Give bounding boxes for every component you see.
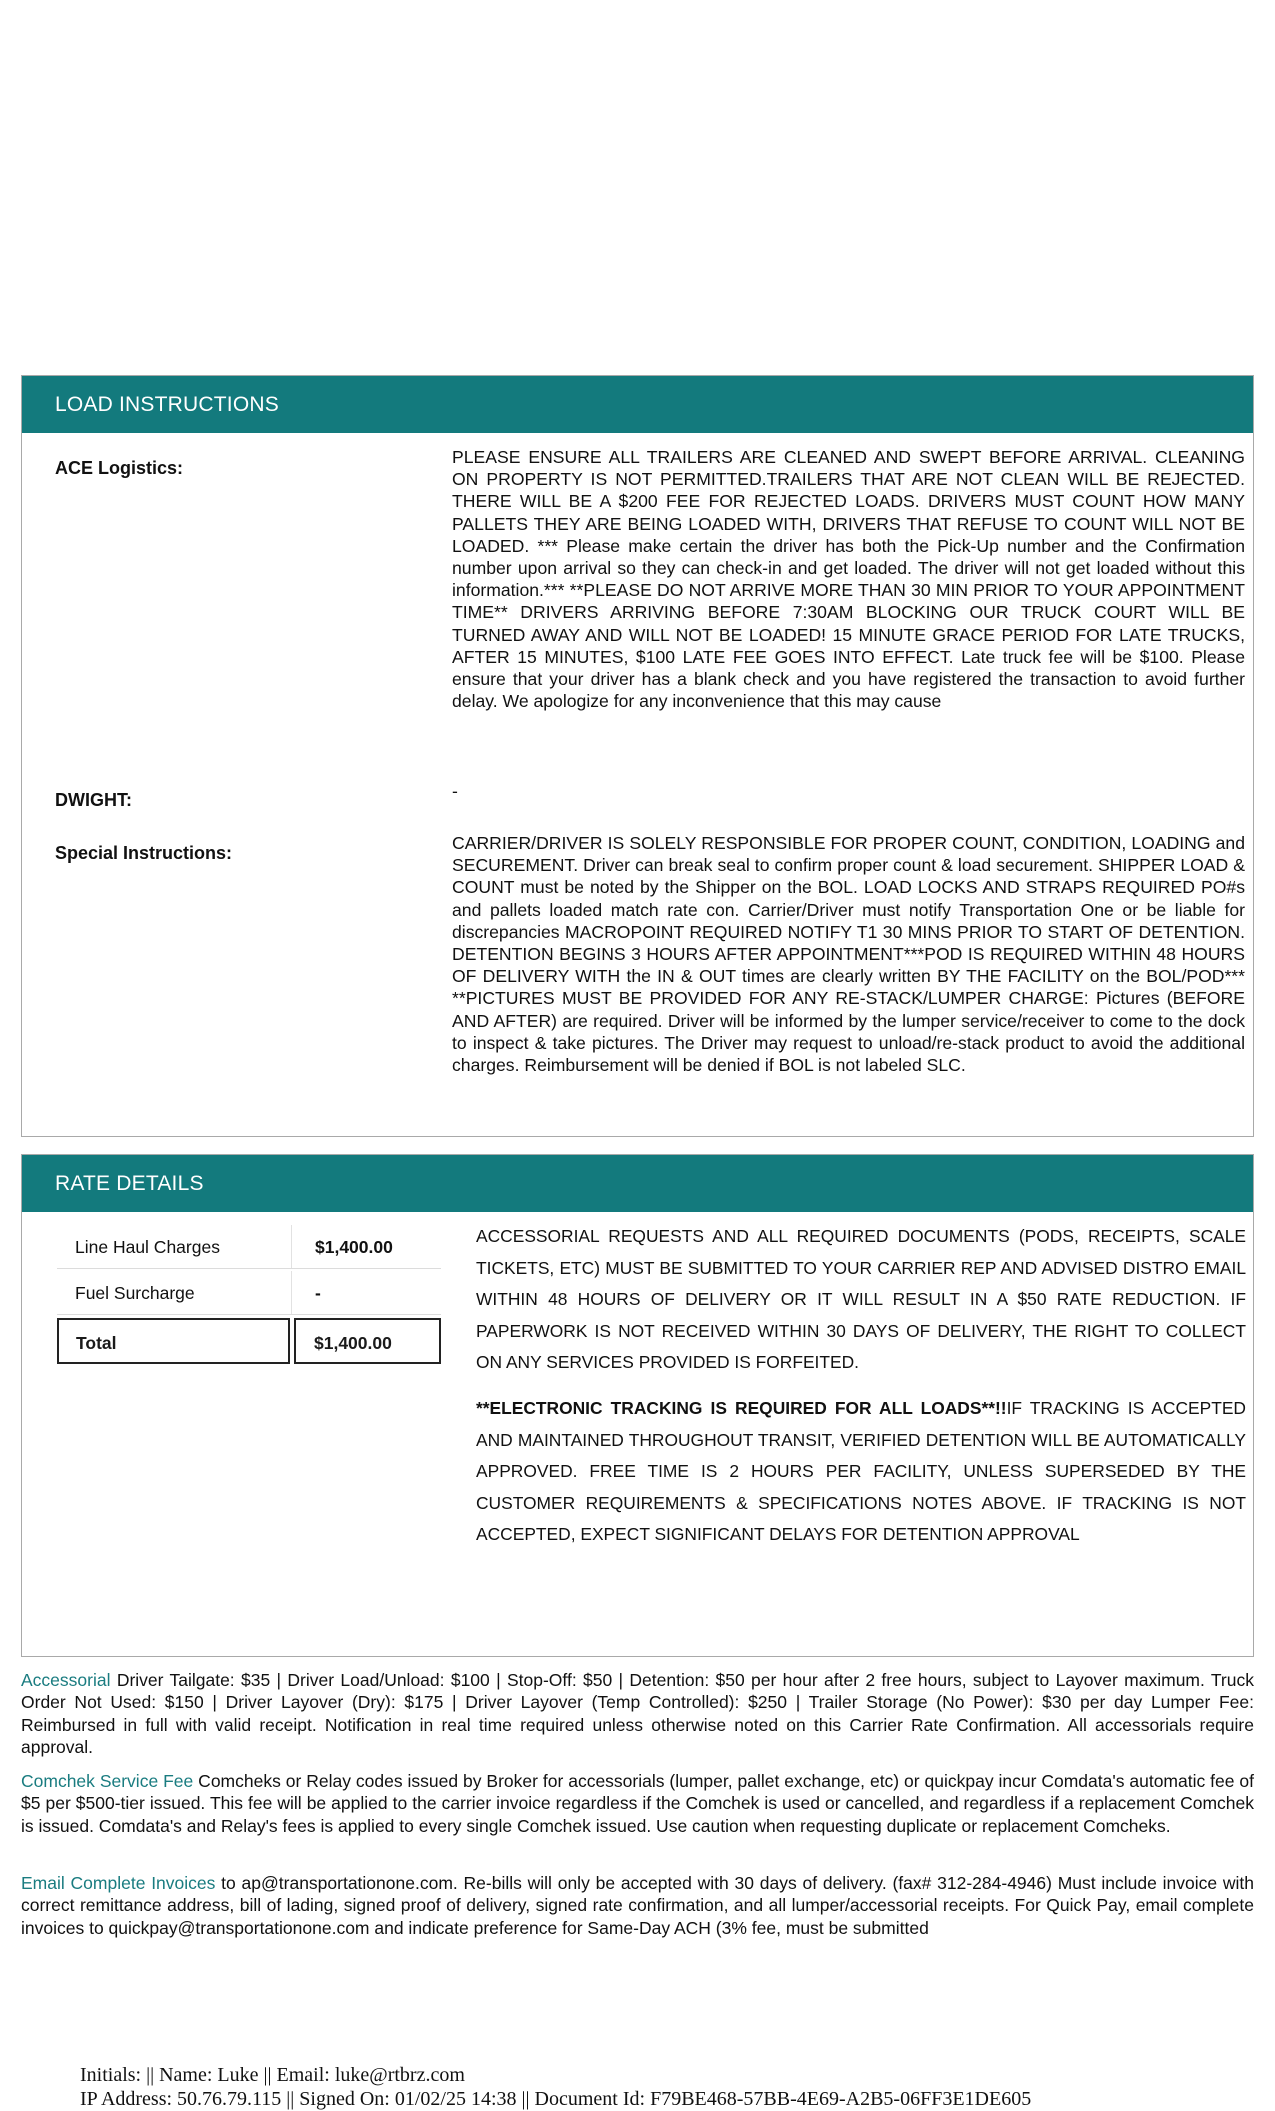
- note-title: Comchek Service Fee: [21, 1771, 194, 1791]
- instruction-text: CARRIER/DRIVER IS SOLELY RESPONSIBLE FOR PROPER COUNT, CONDITION, LOADING and SECUREMENT. Driver can break seal to confirm proper count & load securement. SHIPPER LOAD & COUNT must be noted by the Shipper on the BOL. LOAD LOCKS AND STRAPS REQUIRED PO#s and pallets loaded match rate con. Carrier/Driver must notify Transportation One or be liable for discrepancies MACROPOINT REQUIRED NOTIFY T1 30 MINS PRIOR TO START OF DETENTION. DETENTION BEGINS 3 HOURS AFTER APPOINTMENT***POD IS REQUIRED WITHIN 48 HOURS OF DELIVERY WITH the IN & OUT times are clearly written BY THE FACILITY on the BOL/POD*** **PICTURES MUST BE PROVIDED FOR ANY RE-STACK/LUMPER CHARGE: Pictures (BEFORE AND AFTER) are required. Driver will be informed by the lumper service/receiver to come to the dock to inspect & take pictures. The Driver may request to unload/re-stack product to avoid the additional charges. Reimbursement will be denied if BOL is not labeled SLC.: [452, 833, 1245, 1076]
- rate-terms: [476, 1221, 1246, 1565]
- notes-section: [21, 1770, 1254, 1837]
- tracking-text: IF TRACKING IS ACCEPTED AND MAINTAINED THROUGHOUT TRANSIT, VERIFIED DETENTION WILL BE AUTOMATICALLY APPROVED. FREE TIME IS 2 HOURS PER FACILITY, UNLESS SUPERSEDED BY THE CUSTOMER REQUIREMENTS & SPECIFICATIONS NOTES ABOVE. IF TRACKING IS NOT ACCEPTED, EXPECT SIGNIFICANT DELAYS FOR DETENTION APPROVAL: [476, 1397, 1246, 1545]
- tracking-paragraph: [476, 1393, 1246, 1551]
- signature-footer: [80, 2063, 1260, 2111]
- notes-section: [21, 1669, 1254, 1759]
- charge-row-fuel-surcharge: [57, 1271, 441, 1315]
- charge-label: Fuel Surcharge: [75, 1283, 195, 1303]
- total-label-cell: [57, 1318, 290, 1364]
- total-row: [57, 1318, 441, 1364]
- charges-table: [57, 1225, 441, 1364]
- signature-audit: IP Address: 50.76.79.115 || Signed On: 01/02/25 14:38 || Document Id: F79BE468-57BB-4E69-A2B5-06FF3E1DE605: [80, 2088, 1032, 2110]
- total-value-cell: [294, 1318, 441, 1364]
- note-title: Email Complete Invoices: [21, 1873, 216, 1893]
- charge-label: Line Haul Charges: [75, 1237, 220, 1257]
- tracking-emphasis: **ELECTRONIC TRACKING IS REQUIRED FOR ALL LOADS**!!: [476, 1397, 1007, 1418]
- instruction-label: Special Instructions:: [55, 843, 233, 863]
- cell-divider: [291, 1271, 292, 1314]
- load-instructions-header: LOAD INSTRUCTIONS: [22, 376, 1253, 433]
- note-accessorial: [21, 1669, 1254, 1759]
- cell-divider: [291, 1225, 292, 1268]
- instruction-label: DWIGHT:: [55, 790, 132, 810]
- note-email-invoices: [21, 1872, 1254, 1939]
- instruction-text: -: [452, 781, 458, 801]
- instruction-label: ACE Logistics:: [55, 458, 184, 478]
- charge-value: $1,400.00: [315, 1237, 393, 1257]
- note-text: to ap@transportationone.com. Re-bills will only be accepted with 30 days of delivery. (fax# 312-284-4946) Must include invoice with correct remittance address, bill of lading, signed proof of delivery, signed rate confirmation, and all lumper/accessorial receipts. For Quick Pay, email complete invoices to quickpay@transportationone.com and indicate preference for Same-Day ACH (3% fee, must be submitted: [21, 1873, 1255, 1938]
- notes-section: [21, 1872, 1254, 1939]
- note-text: Driver Tailgate: $35 | Driver Load/Unload: $100 | Stop-Off: $50 | Detention: $50 per hour after 2 free hours, subject to Layover maximum. Truck Order Not Used: $150 | Driver Layover (Dry): $175 | Driver Layover (Temp Controlled): $250 | Trailer Storage (No Power): $30 per day Lumper Fee: Reimbursed in full with valid receipt. Notification in real time required unless otherwise noted on this Carrier Rate Confirmation. All accessorials require approval.: [21, 1670, 1254, 1758]
- total-label: Total: [76, 1333, 117, 1353]
- load-instructions-section: [21, 375, 1254, 1137]
- note-text: Comcheks or Relay codes issued by Broker for accessorials (lumper, pallet exchange, etc) or quickpay incur Comdata's automatic fee of $5 per $500-tier issued. This fee will be applied to the carrier invoice regardless if the Comchek is used or cancelled, and regardless if a replacement Comchek is issued. Comdata's and Relay's fees is applied to every single Comchek issued. Use caution when requesting duplicate or replacement Comcheks.: [21, 1771, 1255, 1836]
- note-comchek: [21, 1770, 1254, 1837]
- note-title: Accessorial: [21, 1670, 111, 1690]
- rate-details-section: [21, 1154, 1254, 1657]
- rate-terms-paragraph: ACCESSORIAL REQUESTS AND ALL REQUIRED DOCUMENTS (PODS, RECEIPTS, SCALE TICKETS, ETC) MUST BE SUBMITTED TO YOUR CARRIER REP AND ADVISED DISTRO EMAIL WITHIN 48 HOURS OF DELIVERY OR IT WILL RESULT IN A $50 RATE REDUCTION. IF PAPERWORK IS NOT RECEIVED WITHIN 30 DAYS OF DELIVERY, THE RIGHT TO COLLECT ON ANY SERVICES PROVIDED IS FORFEITED.: [476, 1226, 1246, 1373]
- charge-row-line-haul: [57, 1225, 441, 1269]
- instruction-text: PLEASE ENSURE ALL TRAILERS ARE CLEANED AND SWEPT BEFORE ARRIVAL. CLEANING ON PROPERTY IS NOT PERMITTED.TRAILERS THAT ARE NOT CLEAN WILL BE REJECTED. THERE WILL BE A $200 FEE FOR REJECTED LOADS. DRIVERS MUST COUNT HOW MANY PALLETS THEY ARE BEING LOADED WITH, DRIVERS THAT REFUSE TO COUNT WILL NOT BE LOADED. *** Please make certain the driver has both the Pick-Up number and the Confirmation number upon arrival so they can check-in and get loaded. The driver will not get loaded without this information.*** **PLEASE DO NOT ARRIVE MORE THAN 30 MIN PRIOR TO YOUR APPOINTMENT TIME** DRIVERS ARRIVING BEFORE 7:30AM BLOCKING OUR TRUCK COURT WILL BE TURNED AWAY AND WILL NOT BE LOADED! 15 MINUTE GRACE PERIOD FOR LATE TRUCKS, AFTER 15 MINUTES, $100 LATE FEE GOES INTO EFFECT. Late truck fee will be $100. Please ensure that your driver has a blank check and you have registered the transaction to avoid further delay. We apologize for any inconvenience that this may cause: [452, 447, 1245, 712]
- rate-details-header: RATE DETAILS: [22, 1155, 1253, 1212]
- total-value: $1,400.00: [314, 1333, 392, 1353]
- signer-info: Initials: || Name: Luke || Email: luke@rtbrz.com: [80, 2064, 465, 2086]
- charge-value: -: [315, 1283, 321, 1303]
